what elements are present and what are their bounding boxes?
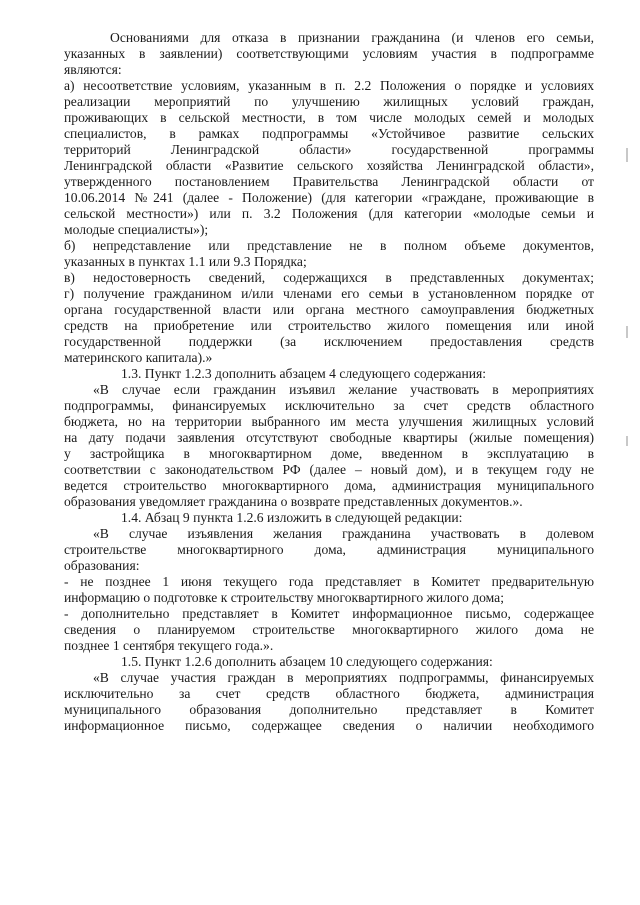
text-line: - дополнительно представляет в Комитет информационное письмо, содержащее bbox=[64, 606, 594, 621]
text-line: «В случае если гражданин изъявил желание участвовать в мероприятиях bbox=[93, 382, 594, 397]
text-line: «В случае участия граждан в мероприятиях подпрограммы, финансируемых bbox=[93, 670, 594, 685]
text-line: на дату подачи заявления отсутствуют свободные квартиры (жилые помещения) bbox=[64, 430, 594, 445]
text-line: а) несоответствие условиям, указанным в п. 2.2 Положения о порядке и условиях bbox=[64, 78, 594, 93]
text-line: б) непредставление или представление не в полном объеме документов, bbox=[64, 238, 594, 253]
text-line: средств на приобретение или строительство жилого помещения или иной bbox=[64, 318, 594, 333]
text-line: указанных в пунктах 1.1 или 9.3 Порядка; bbox=[64, 254, 307, 269]
text-line: сведения о планируемом строительстве многоквартирного жилого дома не bbox=[64, 622, 594, 637]
text-line: являются: bbox=[64, 62, 122, 77]
text-line: Ленинградской области «Развитие сельского хозяйства Ленинградской области», bbox=[64, 158, 594, 173]
text-line: у застройщика в многоквартирном доме, введенном в эксплуатацию в bbox=[64, 446, 594, 461]
text-line: материнского капитала).» bbox=[64, 350, 213, 365]
text-line: ведется строительство многоквартирного дома, администрация муниципального bbox=[64, 478, 594, 493]
text-line: образования: bbox=[64, 558, 140, 573]
text-line: соответствии с законодательством РФ (далее – новый дом), и в текущем году не bbox=[64, 462, 594, 477]
text-line: 10.06.2014 №241 (далее - Положение) (для категории «граждане, проживающие в bbox=[64, 190, 594, 205]
text-line: подпрограммы, финансируемых исключительно за счет средств областного bbox=[64, 398, 594, 413]
text-line: органа государственной власти или органа местного самоуправления бюджетных bbox=[64, 302, 594, 317]
text-line: 1.4. Абзац 9 пункта 1.2.6 изложить в следующей редакции: bbox=[121, 510, 463, 525]
scan-margin-mark bbox=[626, 148, 628, 162]
text-line: государственной поддержки (за исключением предоставления средств bbox=[64, 334, 594, 349]
text-line: позднее 1 сентября текущего года.». bbox=[64, 638, 274, 653]
text-line: исключительно за счет средств областного бюджета, администрация bbox=[64, 686, 594, 701]
text-line: образования уведомляет гражданина о возврате представленных документов.». bbox=[64, 494, 523, 509]
text-line: молодые специалисты»); bbox=[64, 222, 209, 237]
text-line: информационное письмо, содержащее сведения о наличии необходимого bbox=[64, 718, 594, 733]
text-line: Основаниями для отказа в признании гражданина (и членов его семьи, bbox=[110, 30, 594, 45]
scan-margin-mark bbox=[626, 326, 628, 338]
text-line: информацию о подготовке к строительству многоквартирного жилого дома; bbox=[64, 590, 504, 605]
text-line: указанных в заявлении) соответствующими условиям участия в подпрограмме bbox=[64, 46, 594, 61]
text-line: 1.3. Пункт 1.2.3 дополнить абзацем 4 следующего содержания: bbox=[121, 366, 487, 381]
text-line: сельской местности») или п. 3.2 Положения (для категории «молодые семьи и bbox=[64, 206, 594, 221]
text-line: территорий Ленинградской области» государственной программы bbox=[64, 142, 594, 157]
text-line: «В случае изъявления желания гражданина участвовать в долевом bbox=[93, 526, 594, 541]
text-line: реализации мероприятий по улучшению жилищных условий граждан, bbox=[64, 94, 594, 109]
text-line: бюджета, но на территории выбранного им места улучшения жилищных условий bbox=[64, 414, 594, 429]
text-line: проживающих в сельской местности, в том числе молодых семей и молодых bbox=[64, 110, 594, 125]
scan-margin-mark bbox=[626, 436, 628, 446]
text-line: утвержденного постановлением Правительства Ленинградской области от bbox=[64, 174, 594, 189]
text-line: 1.5. Пункт 1.2.6 дополнить абзацем 10 следующего содержания: bbox=[121, 654, 493, 669]
text-line: муниципального образования дополнительно представляет в Комитет bbox=[64, 702, 594, 717]
text-line: - не позднее 1 июня текущего года представляет в Комитет предварительную bbox=[64, 574, 594, 589]
text-line: специалистов, в рамках подпрограммы «Устойчивое развитие сельских bbox=[64, 126, 594, 141]
text-line: в) недостоверность сведений, содержащихся в представленных документах; bbox=[64, 270, 594, 285]
text-line: строительстве многоквартирного дома, администрация муниципального bbox=[64, 542, 594, 557]
text-line: г) получение гражданином и/или членами его семьи в установленном порядке от bbox=[64, 286, 594, 301]
